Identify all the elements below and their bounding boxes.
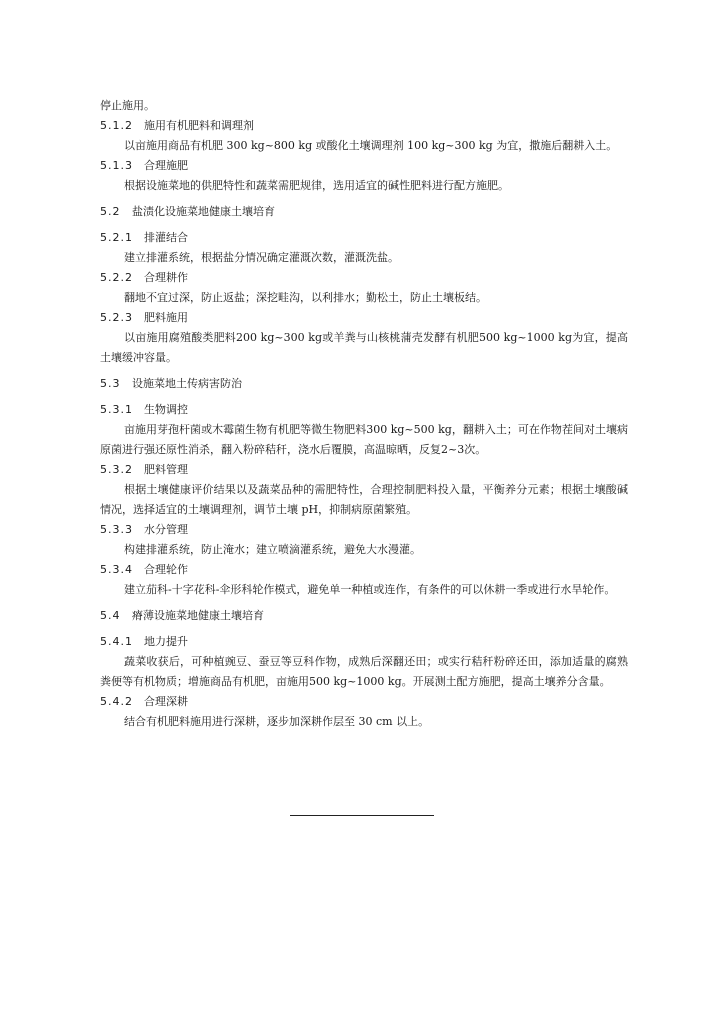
heading-5-2-1 [100,228,628,248]
paragraph-5-4-1: 蔬菜收获后，可种植豌豆、蚕豆等豆科作物，成熟后深翻还田；或实行秸秆粉碎还田，添加适量的腐熟粪便等有机物质；增施商品有机肥，亩施用500 kg~1000 kg。开展测土配方施肥，提高土壤养分含量。 [100,655,628,688]
section-title: 肥料管理 [144,463,188,476]
section-number: 5.2.2 [100,271,133,284]
section-number: 5.3.1 [100,403,133,416]
document-page [100,96,628,732]
paragraph-5-3-4: 建立茄科-十字花科-伞形科轮作模式，避免单一种植或连作，有条件的可以休耕一季或进行水旱轮作。 [124,583,616,596]
heading-5-4 [100,606,628,626]
heading-5-2-3 [100,308,628,328]
section-number: 5.3.2 [100,463,133,476]
heading-5-3-3 [100,520,628,540]
section-title: 设施菜地土传病害防治 [132,377,242,390]
section-number: 5.4.2 [100,695,133,708]
section-title: 肥料施用 [144,311,188,324]
section-title: 地力提升 [144,635,188,648]
section-number: 5.3.3 [100,523,133,536]
section-title: 瘠薄设施菜地健康土壤培育 [132,609,264,622]
end-rule [290,815,434,816]
paragraph-5-2-2: 翻地不宜过深，防止返盐；深挖畦沟，以利排水；勤松土，防止土壤板结。 [124,291,487,304]
section-title: 合理轮作 [144,563,188,576]
heading-5-1-2 [100,116,628,136]
section-title: 合理施肥 [144,159,188,172]
heading-5-4-2 [100,692,628,712]
paragraph-5-2-3: 以亩施用腐殖酸类肥料200 kg~300 kg或羊粪与山核桃蒲壳发酵有机肥500 kg~1000 kg为宜，提高土壤缓冲容量。 [100,331,628,364]
section-title: 盐渍化设施菜地健康土壤培育 [132,205,275,218]
paragraph-5-3-2: 根据土壤健康评价结果以及蔬菜品种的需肥特性，合理控制肥料投入量，平衡养分元素；根据土壤酸碱情况，选择适宜的土壤调理剂，调节土壤 pH，抑制病原菌繁殖。 [100,483,628,516]
section-title: 合理深耕 [144,695,188,708]
heading-5-2-2 [100,268,628,288]
paragraph-5-2-1: 建立排灌系统，根据盐分情况确定灌溉次数，灌溉洗盐。 [124,251,399,264]
heading-5-4-1 [100,632,628,652]
heading-5-3-1 [100,400,628,420]
section-title: 生物调控 [144,403,188,416]
section-number: 5.2.3 [100,311,133,324]
section-number: 5.2 [100,205,121,218]
heading-5-2 [100,202,628,222]
section-number: 5.3.4 [100,563,133,576]
heading-5-3-4 [100,560,628,580]
heading-5-1-3 [100,156,628,176]
section-title: 排灌结合 [144,231,188,244]
paragraph-5-1-2: 以亩施用商品有机肥 300 kg~800 kg 或酸化土壤调理剂 100 kg~300 kg 为宜，撒施后翻耕入土。 [124,139,618,152]
section-number: 5.4 [100,609,121,622]
section-number: 5.2.1 [100,231,133,244]
section-number: 5.4.1 [100,635,133,648]
paragraph-5-1-3: 根据设施菜地的供肥特性和蔬菜需肥规律，选用适宜的碱性肥料进行配方施肥。 [124,179,509,192]
paragraph-5-4-2: 结合有机肥料施用进行深耕，逐步加深耕作层至 30 cm 以上。 [124,715,430,728]
section-title: 水分管理 [144,523,188,536]
section-number: 5.3 [100,377,121,390]
section-number: 5.1.3 [100,159,133,172]
section-title: 合理耕作 [144,271,188,284]
section-number: 5.1.2 [100,119,133,132]
intro-paragraph: 停止施用。 [100,99,155,112]
heading-5-3 [100,374,628,394]
paragraph-5-3-1: 亩施用芽孢杆菌或木霉菌生物有机肥等微生物肥料300 kg~500 kg，翻耕入土；可在作物茬间对土壤病原菌进行强还原性消杀，翻入粉碎秸秆，浇水后覆膜，高温晾晒，反复2~3次。 [100,423,628,456]
paragraph-5-3-3: 构建排灌系统，防止淹水；建立喷滴灌系统，避免大水漫灌。 [124,543,421,556]
heading-5-3-2 [100,460,628,480]
section-title: 施用有机肥料和调理剂 [144,119,254,132]
